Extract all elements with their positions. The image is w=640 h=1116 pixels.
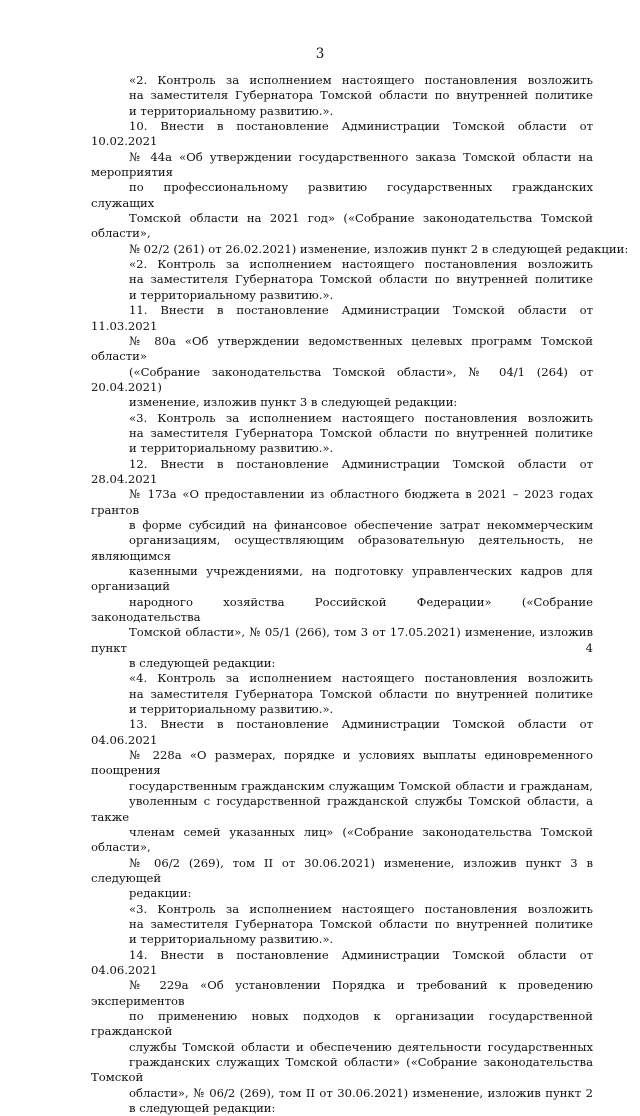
paragraph-line: «3. Контроль за исполнением настоящего постановления возложить [129,410,593,425]
paragraph [91,902,593,948]
paragraph-line: «2. Контроль за исполнением настоящего постановления возложить [129,257,593,272]
paragraph-line: 11. Внести в постановление Администрации Томской области от 11.03.2021 [91,303,593,333]
paragraph-line: на заместителя Губернатора Томской области по внутренней политике [129,686,593,701]
paragraph-line: № 02/2 (261) от 26.02.2021) изменение, изложив пункт 2 в следующей редакции: [129,241,629,256]
paragraph-line: в следующей редакции: [129,656,276,671]
paragraph-line: членам семей указанных лиц» («Собрание законодательства Томской области», [91,824,593,855]
paragraph-line: № 80а «Об утверждении ведомственных целевых программ Томской области» [91,333,593,364]
paragraph-line: и территориальному развитию.». [129,441,334,456]
paragraph-line: области», № 06/2 (269), том II от 30.06.2021) изменение, изложив пункт 2 [129,1085,593,1100]
paragraph [91,257,593,303]
paragraph-line: организациям, осуществляющим образовательную деятельность, не являющимся [91,533,593,563]
paragraph [91,411,593,457]
paragraph-line: на заместителя Губернатора Томской области по внутренней политике [129,425,593,440]
paragraph-line: Томской области на 2021 год» («Собрание законодательства Томской области», [91,211,593,241]
paragraph-line: уволенным с государственной гражданской службы Томской области, а также [91,794,593,824]
paragraph-line: № 228а «О размерах, порядке и условиях выплаты единовременного поощрения [91,748,593,778]
paragraph-line: 13. Внести в постановление Администрации Томской области от 04.06.2021 [91,717,593,747]
paragraph-line: на заместителя Губернатора Томской области по внутренней политике [129,88,593,103]
paragraph-line: государственным гражданским служащим Томской области и гражданам, [129,778,593,793]
paragraph [91,671,593,717]
paragraph-line: № 229а «Об установлении Порядка и требований к проведению экспериментов [91,978,593,1008]
paragraph [91,948,593,1116]
paragraph-line: изменение, изложив пункт 3 в следующей редакции: [129,395,458,410]
paragraph-line: в следующей редакции: [129,1101,276,1116]
paragraph-line: и территориальному развитию.». [129,702,334,717]
paragraph-line: и территориальному развитию.». [129,932,334,947]
document-body [91,73,629,1116]
paragraph-line: по применению новых подходов к организации государственной гражданской [91,1008,593,1039]
paragraph-line: «2. Контроль за исполнением настоящего постановления возложить [129,73,593,87]
paragraph [91,119,629,257]
paragraph-line: 12. Внести в постановление Администрации Томской области от 28.04.2021 [91,456,593,486]
paragraph-line: казенными учреждениями, на подготовку управленческих кадров для организаций [91,564,593,594]
paragraph-line: 14. Внести в постановление Администрации Томской области от 04.06.2021 [91,947,593,977]
paragraph-line: народного хозяйства Российской Федерации» («Собрание законодательства [91,594,593,625]
paragraph-line: гражданских служащих Томской области» («Собрание законодательства Томской [91,1055,593,1085]
paragraph-line: на заместителя Губернатора Томской области по внутренней политике [129,272,593,287]
paragraph-line: («Собрание законодательства Томской области», № 04/1 (264) от 20.04.2021) [91,364,593,394]
paragraph-line: «4. Контроль за исполнением настоящего постановления возложить [129,671,593,686]
paragraph [91,457,593,672]
paragraph-line: на заместителя Губернатора Томской области по внутренней политике [129,916,593,931]
paragraph-line: Томской области», № 05/1 (266), том 3 от 17.05.2021) изменение, изложив пункт 4 [91,625,593,655]
paragraph [91,303,593,410]
paragraph-line: «3. Контроль за исполнением настоящего постановления возложить [129,901,593,916]
paragraph-line: № 44а «Об утверждении государственного заказа Томской области на мероприятия [91,149,593,180]
paragraph-line: 10. Внести в постановление Администрации Томской области от 10.02.2021 [91,119,593,149]
paragraph-line: № 06/2 (269), том II от 30.06.2021) изменение, изложив пункт 3 в следующей [91,855,593,885]
paragraph-line: в форме субсидий на финансовое обеспечение затрат некоммерческим [129,517,593,532]
paragraph-line: службы Томской области и обеспечению деятельности государственных [129,1039,593,1054]
paragraph [91,73,593,119]
paragraph-line: и территориальному развитию.». [129,103,334,118]
paragraph-line: и территориальному развитию.». [129,287,334,302]
paragraph-line: по профессиональному развитию государственных гражданских служащих [91,180,593,210]
paragraph [91,717,593,901]
paragraph-line: № 173а «О предоставлении из областного бюджета в 2021 – 2023 годах грантов [91,487,593,517]
paragraph-line: редакции: [129,886,192,901]
page-number: 3 [315,46,325,62]
